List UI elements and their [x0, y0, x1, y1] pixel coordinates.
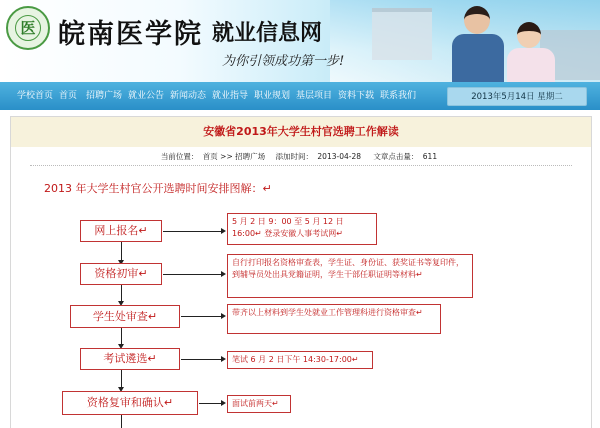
flow-step-exam-selection: 考试遴选↵ — [80, 348, 180, 370]
header-slogan: 为你引领成功第一步! — [222, 54, 345, 69]
flow-connector — [199, 403, 222, 404]
flow-connector — [121, 241, 122, 262]
flow-connector — [163, 274, 222, 275]
added-time: 2013-04-28 — [317, 152, 361, 161]
click-count: 611 — [422, 152, 438, 161]
nav-item-news[interactable]: 新闻动态 — [170, 91, 207, 101]
divider — [30, 165, 572, 166]
schedule-heading: 2013 年大学生村官公开选聘时间安排图解：↵ — [44, 182, 272, 195]
flow-connector — [181, 359, 222, 360]
flow-note-exam-time: 笔试 6 月 2 日下午 14:30-17:00↵ — [227, 351, 373, 369]
logo-emblem-icon: 医 — [15, 15, 41, 41]
flow-note-before-interview: 面试前两天↵ — [227, 395, 291, 413]
school-name: 皖南医学院 — [58, 19, 203, 50]
click-count-label: 文章点击量： — [373, 152, 419, 161]
nav-item-recruitment[interactable]: 招聘广场 — [86, 91, 123, 101]
flow-step-initial-review: 资格初审↵ — [80, 263, 162, 285]
site-header — [0, 0, 600, 82]
campus-building-image — [372, 8, 432, 60]
flow-arrow-right — [221, 271, 226, 277]
nav-item-announcements[interactable]: 就业公告 — [128, 91, 165, 101]
flow-note-materials: 自行打印报名资格审查表，学生证、身份证、获奖证书等复印件，到辅导员处出具党籍证明，学生干部任职证明等材料↵ — [227, 254, 473, 298]
article-meta — [0, 151, 600, 162]
flow-arrow-right — [221, 400, 226, 406]
site-name: 就业信息网 — [212, 21, 323, 46]
flow-arrow-right — [221, 356, 226, 362]
flow-arrow-right — [221, 228, 226, 234]
added-time-label: 添加时间： — [275, 152, 314, 161]
flow-step-final-review: 资格复审和确认↵ — [62, 391, 198, 415]
location-label: 当前位置： — [160, 152, 199, 161]
flow-note-registration-time: 5 月 2 日 9：00 至 5 月 12 日 16:00↵ 登录安徽人事考试网↵ — [227, 213, 377, 245]
flow-step-student-office-review: 学生处审查↵ — [70, 305, 180, 328]
nav-item-school-home[interactable]: 学校首页 — [17, 91, 54, 101]
flow-connector — [181, 316, 222, 317]
nav-item-guidance[interactable]: 就业指导 — [212, 91, 249, 101]
student-photo — [505, 22, 557, 82]
article-title: 安徽省2013年大学生村官选聘工作解读 — [11, 117, 591, 147]
breadcrumb[interactable]: 首页 >> 招聘广场 — [202, 152, 266, 161]
flow-arrow-right — [221, 313, 226, 319]
flow-connector — [163, 231, 222, 232]
student-photo — [448, 4, 508, 82]
nav-item-career-planning[interactable]: 职业规划 — [254, 91, 291, 101]
flow-step-online-registration: 网上报名↵ — [80, 220, 162, 242]
flow-note-office-review: 带齐以上材料到学生处就业工作管理科进行资格审查↵ — [227, 304, 441, 334]
nav-item-downloads[interactable]: 资料下载 — [338, 91, 375, 101]
current-date: 2013年5月14日 星期二 — [447, 87, 587, 106]
nav-item-home[interactable]: 首页 — [59, 91, 78, 101]
flow-connector — [121, 415, 122, 428]
school-logo[interactable] — [6, 6, 50, 50]
nav-item-contact[interactable]: 联系我们 — [380, 91, 417, 101]
nav-item-grassroots[interactable]: 基层项目 — [296, 91, 333, 101]
